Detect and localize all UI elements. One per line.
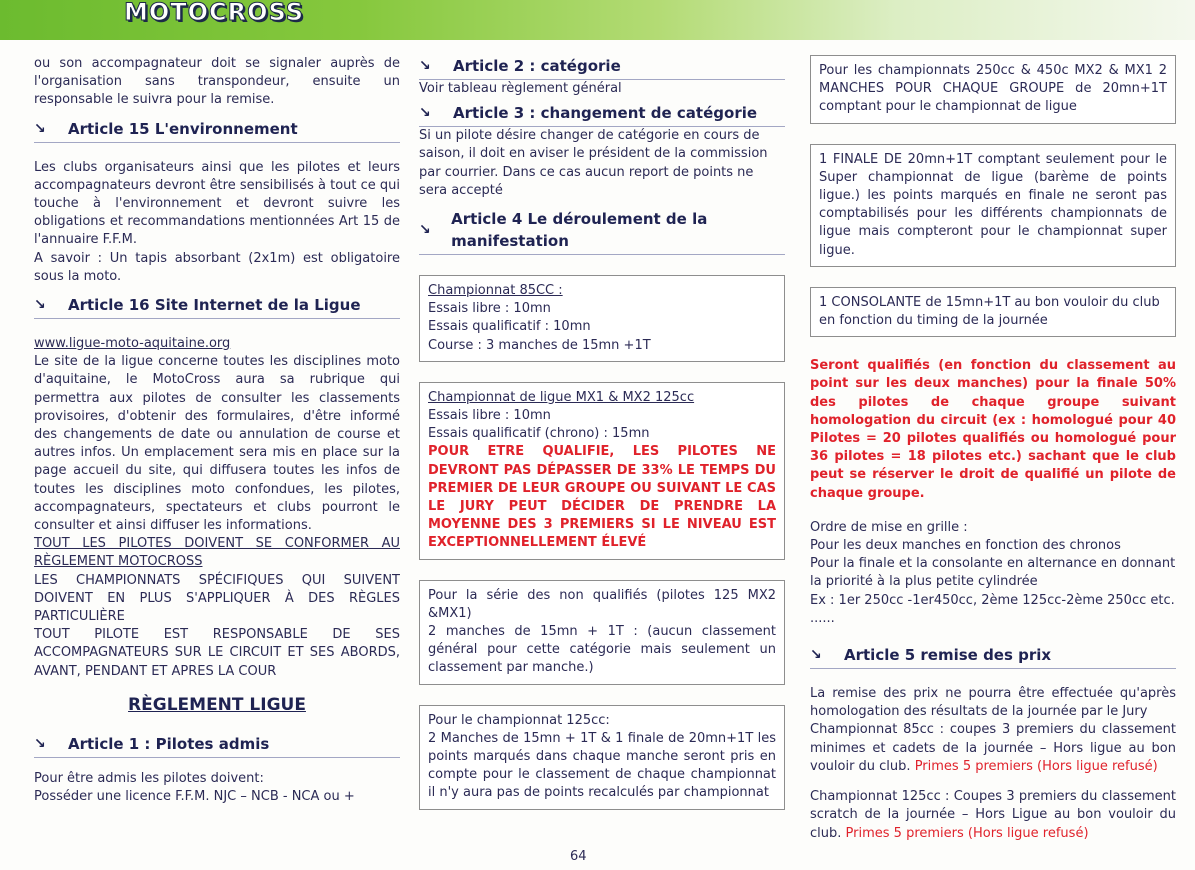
box-line: Pour le championnat 125cc: <box>428 712 610 728</box>
box-line: 2 Manches de 15mn + 1T & 1 finale de 20mn+1T les points marqués dans chaque manche seront pris en compte pour le classement de chaque championnat il n'y aura pas de points recalculés par championnat <box>428 730 776 801</box>
article-5-text: La remise des prix ne pourra être effectuée qu'après homologation des résultats de la journée par le Jury <box>810 686 1176 720</box>
championship-250-450-box: Pour les championnats 250cc & 450c MX2 & MX1 2 MANCHES POUR CHAQUE GROUPE de 20mn+1T comptant pour le championnat de ligue <box>810 55 1176 124</box>
header-banner <box>0 0 1195 40</box>
article-15-heading: ↘ Article 15 L'environnement <box>34 118 400 143</box>
article-16-caps-1: TOUT LES PILOTES DOIVENT SE CONFORMER AU RÈGLEMENT MOTOCROSS <box>34 536 400 570</box>
article-15-note: A savoir : Un tapis absorbant (2x1m) est obligatoire sous la moto. <box>34 250 400 284</box>
box-line: Essais libre : 10mn <box>428 301 551 317</box>
column-right <box>810 55 1176 843</box>
article-3-text: Si un pilote désire changer de catégorie en cours de saison, il doit en aviser le président de la commission par courrier. Dans ce cas aucun report de points ne sera accepté <box>419 128 768 198</box>
box-line: Essais qualificatif : 10mn <box>428 319 591 335</box>
article-16-heading: ↘ Article 16 Site Internet de la Ligue <box>34 294 400 319</box>
arrow-down-right-icon: ↘ <box>34 297 46 314</box>
arrow-down-right-icon: ↘ <box>810 647 822 664</box>
article-1-text-2: Posséder une licence F.F.M. NJC – NCB - NCA ou + <box>34 789 355 805</box>
box-line: Course : 3 manches de 15mn +1T <box>428 337 651 353</box>
arrow-down-right-icon: ↘ <box>419 58 431 74</box>
article-4-heading: ↘ Article 4 Le déroulement de la manifestation <box>419 208 785 255</box>
box-line: 2 manches de 15mn + 1T : (aucun classement général pour cette catégorie mais seulement un classement par manche.) <box>428 624 776 676</box>
column-middle <box>419 55 785 810</box>
non-qualified-box <box>419 580 785 685</box>
championship-125cc-box <box>419 705 785 810</box>
article-1-text-1: Pour être admis les pilotes doivent: <box>34 770 264 786</box>
grid-order-line: Ex : 1er 250cc -1er450cc, 2ème 125cc-2ème 250cc etc. ...... <box>810 592 1175 626</box>
article-1-heading: ↘ Article 1 : Pilotes admis <box>34 733 400 758</box>
grid-order-title: Ordre de mise en grille : <box>810 519 968 535</box>
grid-order-line: Pour les deux manches en fonction des chronos <box>810 538 1121 554</box>
qualification-warning: POUR ETRE QUALIFIE, LES PILOTES NE DEVRONT PAS DÉPASSER DE 33% LE TEMPS DU PREMIER DE LEUR GROUPE OU SUIVANT LE CAS LE JURY PEUT DÉCIDER DE PRENDRE LA MOYENNE DES 3 PREMIERS SI LE NIVEAU EST EXCEPTIONNELLEMENT ÉLEVÉ <box>428 444 776 551</box>
article-16-caps-3: TOUT PILOTE EST RESPONSABLE DE SES ACCOMPAGNATEURS SUR LE CIRCUIT ET SES ABORDS, AVANT, PENDANT ET APRES LA COUR <box>34 627 400 679</box>
column-left <box>34 55 400 806</box>
page-number: 64 <box>570 849 587 864</box>
intro-text: ou son accompagnateur doit se signaler auprès de l'organisation sans transpondeur, ensuite un responsable le suivra pour la remise. <box>34 56 400 108</box>
article-5-125cc: Championnat 125cc : Coupes 3 premiers du classement scratch de la journée – Hors Ligue au bon vouloir du club. Primes 5 premiers (Hors ligue refusé) <box>810 789 1176 841</box>
article-16-text: Le site de la ligue concerne toutes les disciplines moto d'aquitaine, le MotoCross aura sa rubrique qui permettra aux pilotes de consulter les classements provisoires, d'obtenir des formulaires, d'être informé des changements de date ou annulation de course et autres infos. Un emplacement sera mis en place sur la page accueil du site, qui diffusera toutes les infos de toutes les disciplines moto confondues, les pilotes, accompagnateurs, spectateurs et clubs pourront le consulter et ainsi diffuser les informations. <box>34 354 400 534</box>
article-16-caps-2: LES CHAMPIONNATS SPÉCIFIQUES QUI SUIVENT DOIVENT EN PLUS S'APPLIQUER À DES RÈGLES PARTICULIÈRE <box>34 572 400 625</box>
box-line: Essais libre : 10mn <box>428 408 551 424</box>
championship-85cc-box <box>419 275 785 362</box>
box-title: Championnat de ligue MX1 & MX2 125cc <box>428 389 695 405</box>
article-3-heading: ↘ Article 3 : changement de catégorie <box>419 102 785 127</box>
arrow-down-right-icon: ↘ <box>34 120 46 137</box>
qualification-rules: Seront qualifiés (en fonction du classement au point sur les deux manches) pour la finale 50% des pilotes de chaque groupe suivant homologation du circuit (ex : homologué pour 40 Pilotes = 20 pilotes qualifiés ou homologué pour 36 pilotes = 18 pilotes etc.) sachant que le club peut se réserver le droit de qualifié un pilote de chaque groupe. <box>810 358 1176 501</box>
box-line: Essais qualificatif (chrono) : 15mn <box>428 426 650 442</box>
box-line: Pour la série des non qualifiés (pilotes 125 MX2 &MX1) <box>428 587 776 621</box>
arrow-down-right-icon: ↘ <box>419 105 431 122</box>
section-title: RÈGLEMENT LIGUE <box>128 694 306 715</box>
article-15-text: Les clubs organisateurs ainsi que les pilotes et leurs accompagnateurs devront être sensibilisés à tout ce qui touche à l'environnement et devront suivre les obligations et recommandations mentionnées Art 15 de l'annuaire F.F.M. <box>34 159 401 248</box>
arrow-down-right-icon: ↘ <box>419 222 431 239</box>
super-league-final-box: 1 FINALE DE 20mn+1T comptant seulement pour le Super championnat de ligue (barème de points ligue.) les points marqués en finale ne seront pas comptabilisés pour les différents championnats de ligue mais compteront pour le championnat super ligue. <box>810 144 1176 267</box>
championship-mx1-mx2-box <box>419 382 785 560</box>
box-title: Championnat 85CC : <box>428 283 563 299</box>
grid-order-line: Pour la finale et la consolante en alternance en donnant la priorité à la plus petite cylindrée <box>810 556 1176 590</box>
article-2-text: Voir tableau règlement général <box>419 81 622 96</box>
page-title: MOTOCROSS <box>124 0 305 26</box>
consolante-box: 1 CONSOLANTE de 15mn+1T au bon vouloir du club en fonction du timing de la journée <box>810 287 1176 337</box>
article-2-heading: ↘ Article 2 : catégorie <box>419 55 785 80</box>
arrow-down-right-icon: ↘ <box>34 735 46 752</box>
league-website-link[interactable]: www.ligue-moto-aquitaine.org <box>34 336 231 352</box>
article-5-heading: ↘ Article 5 remise des prix <box>810 644 1176 669</box>
article-5-85cc: Championnat 85cc : coupes 3 premiers du classement minimes et cadets de la journée – Hors ligue au bon vouloir du club. Primes 5 premiers (Hors ligue refusé) <box>810 722 1176 774</box>
